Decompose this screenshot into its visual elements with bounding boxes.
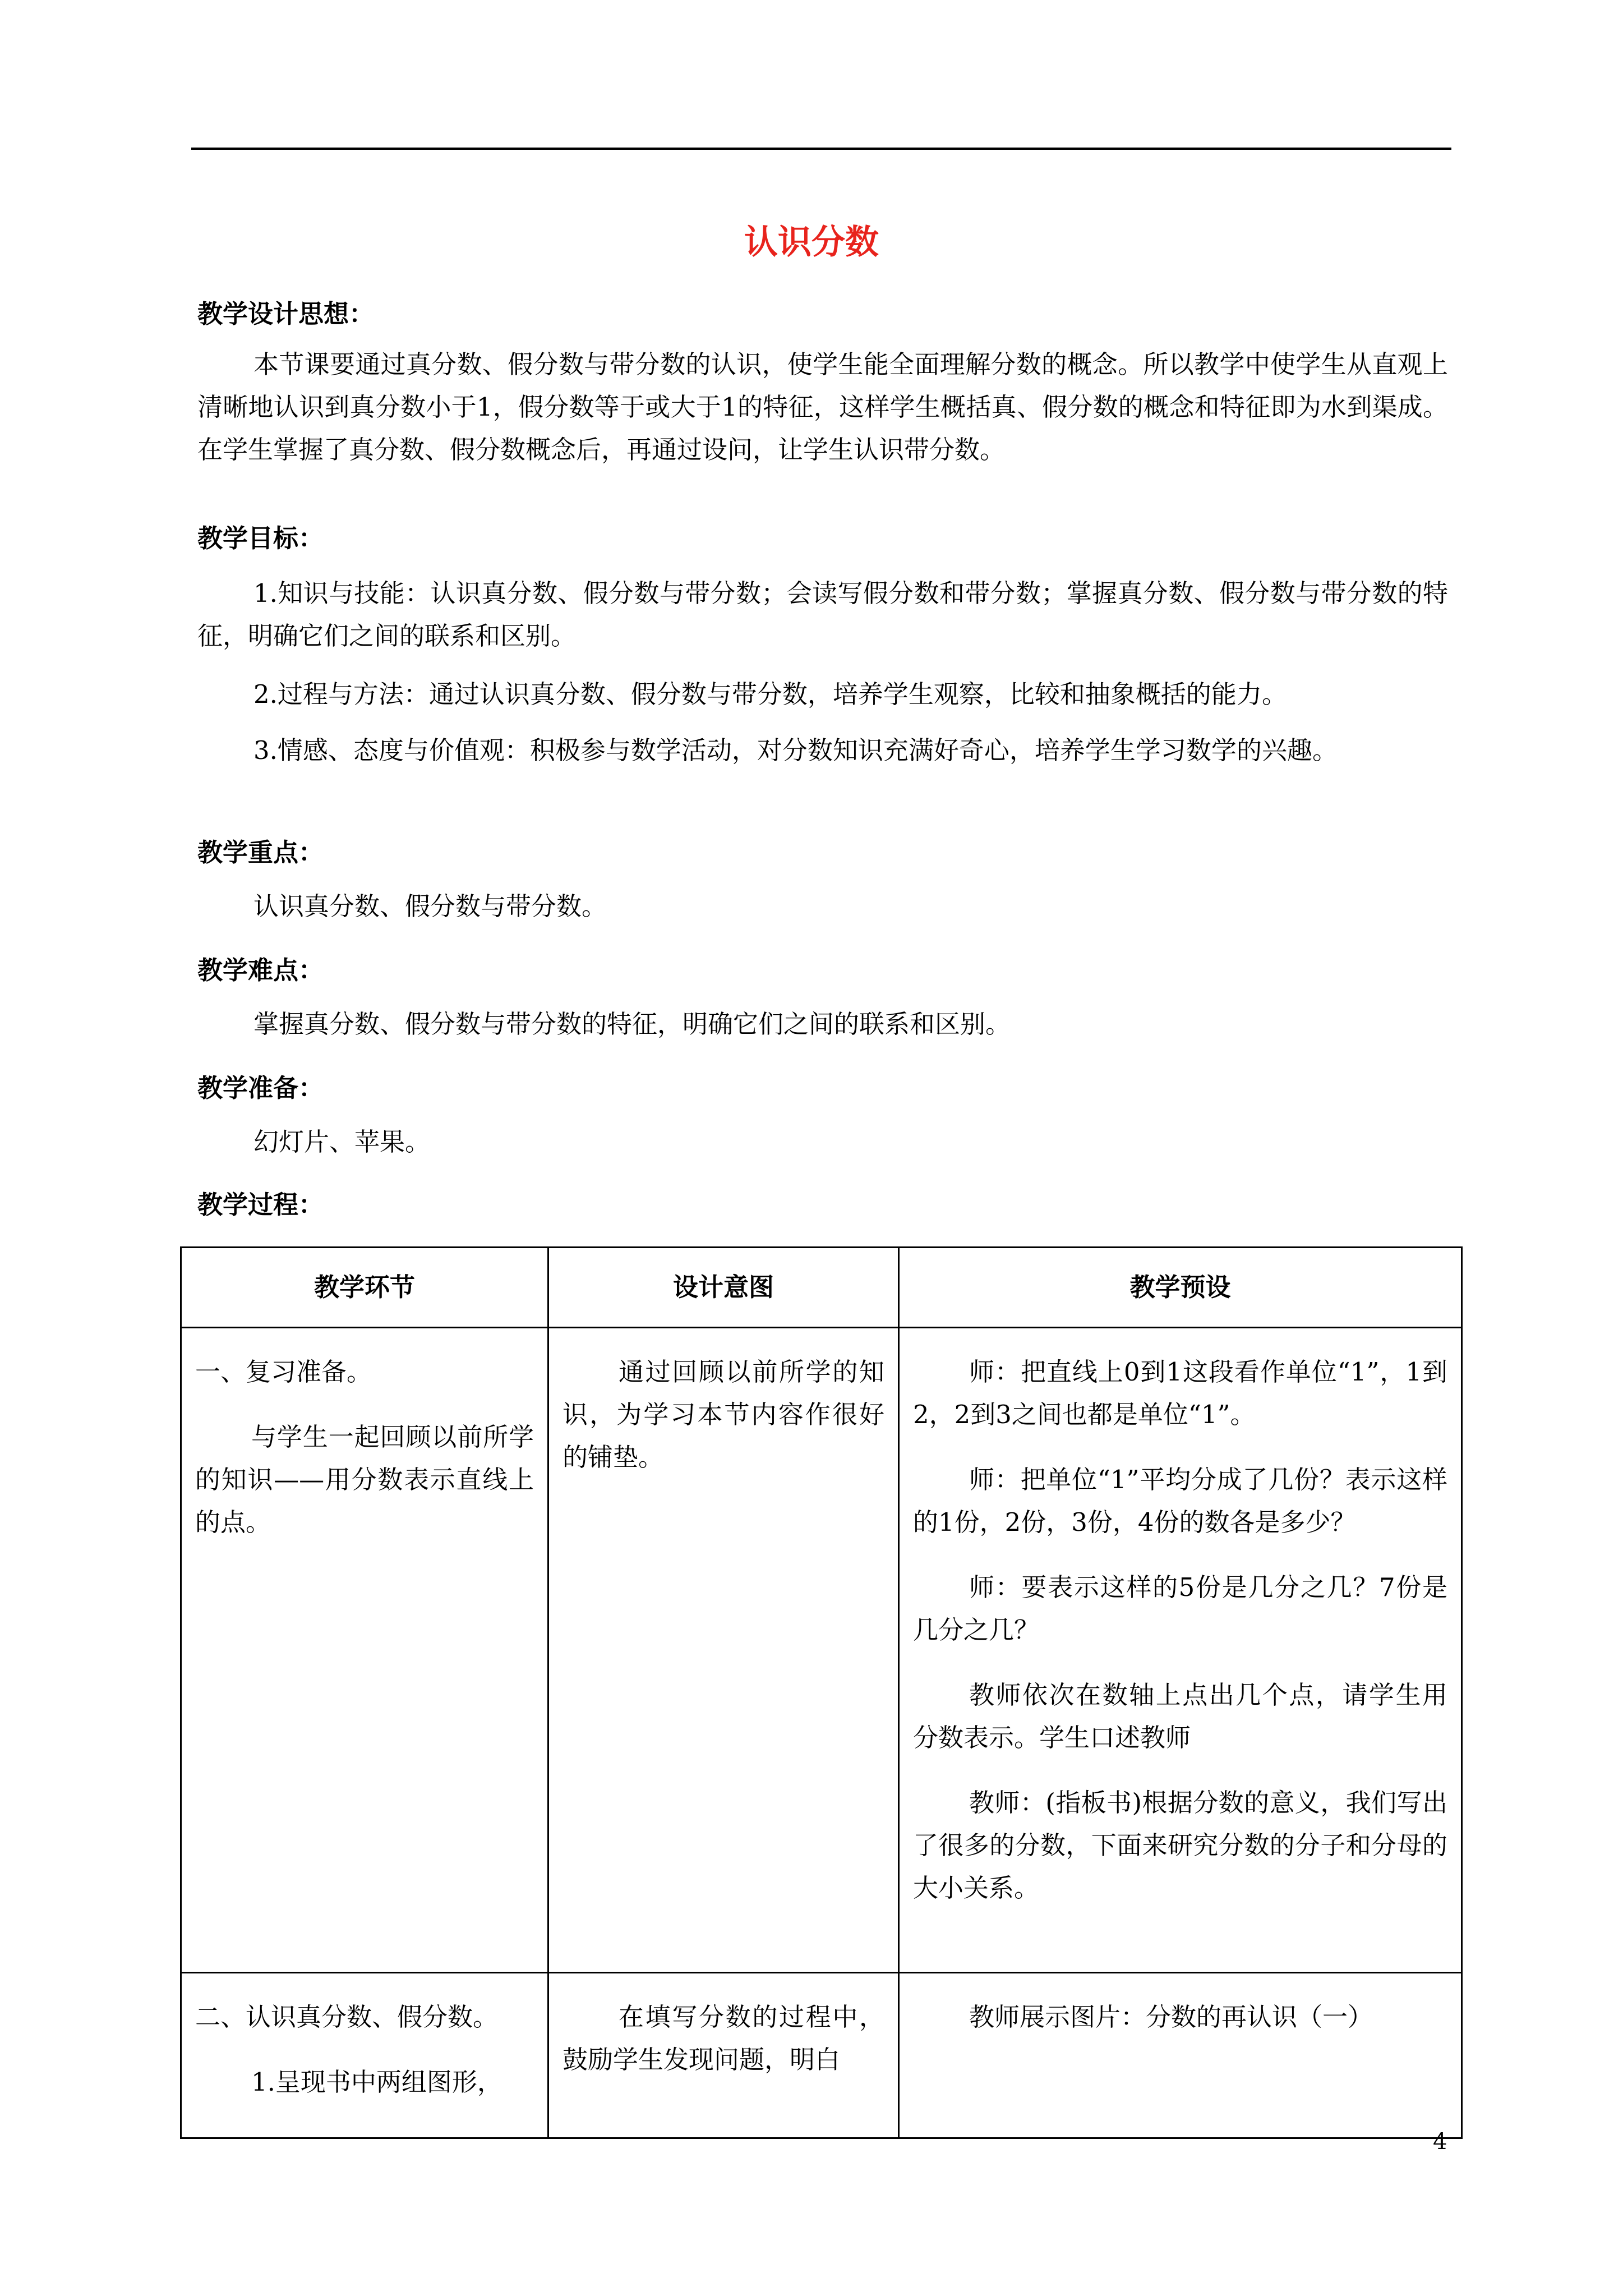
header-rule xyxy=(191,148,1451,150)
preparation-text: 幻灯片、苹果。 xyxy=(253,1127,431,1157)
plan-cell xyxy=(899,1328,1462,1973)
table-row xyxy=(181,1328,1462,1973)
stage-text: 1.呈现书中两组图形， xyxy=(251,2067,502,2097)
intent-text: 在填写分数的过程中，鼓励学生发现问题，明白 xyxy=(562,2002,884,2074)
heading-key-points: 教学重点： xyxy=(197,838,324,867)
objective-item-2: 2.过程与方法：通过认识真分数、假分数与带分数，培养学生观察，比较和抽象概括的能力。 xyxy=(253,679,1287,709)
table-header-row xyxy=(181,1248,1462,1328)
stage-cell xyxy=(181,1328,548,1973)
intent-text: 通过回顾以前所学的知识，为学习本节内容作很好的铺垫。 xyxy=(562,1357,884,1472)
header-intent: 设计意图 xyxy=(548,1248,899,1328)
heading-process: 教学过程： xyxy=(197,1190,324,1220)
plan-text: 教师展示图片：分数的再认识（一） xyxy=(969,2002,1373,2032)
design-thinking-text: 本节课要通过真分数、假分数与带分数的认识，使学生能全面理解分数的概念。所以教学中使学生从直观上清晰地认识到真分数小于1，假分数等于或大于1的特征，这样学生概括真、假分数的概念和特征即为水到渠成。在学生掌握了真分数、假分数概念后，再通过设问，让学生认识带分数。 xyxy=(197,349,1448,464)
heading-difficulties: 教学难点： xyxy=(197,955,324,985)
intent-cell xyxy=(548,1328,899,1973)
stage-title: 一、复习准备。 xyxy=(195,1357,372,1387)
stage-title: 二、认识真分数、假分数。 xyxy=(195,2002,499,2032)
table-row xyxy=(181,1973,1462,2138)
difficulties-text: 掌握真分数、假分数与带分数的特征，明确它们之间的联系和区别。 xyxy=(253,1009,1011,1039)
intent-cell xyxy=(548,1973,899,2138)
stage-text: 与学生一起回顾以前所学的知识——用分数表示直线上的点。 xyxy=(195,1422,534,1537)
header-plan: 教学预设 xyxy=(899,1248,1462,1328)
page-number: 4 xyxy=(1433,2129,1447,2155)
heading-preparation: 教学准备： xyxy=(197,1073,324,1103)
plan-text: 师：把直线上0到1这段看作单位“1”，1到2，2到3之间也都是单位“1”。 xyxy=(913,1357,1447,1429)
plan-text: 教师依次在数轴上点出几个点，请学生用分数表示。学生口述教师 xyxy=(913,1680,1447,1752)
heading-design-thinking: 教学设计思想： xyxy=(197,299,375,329)
page-title: 认识分数 xyxy=(744,223,879,262)
teaching-process-table xyxy=(180,1246,1463,2139)
heading-objectives: 教学目标： xyxy=(197,523,324,553)
plan-text: 师：要表示这样的5份是几分之几？7份是几分之几？ xyxy=(913,1572,1447,1645)
objective-item-1: 1.知识与技能：认识真分数、假分数与带分数；会读写假分数和带分数；掌握真分数、假分数与带分数的特征，明确它们之间的联系和区别。 xyxy=(197,578,1448,651)
plan-text: 师：把单位“1”平均分成了几份？表示这样的1份，2份，3份，4份的数各是多少？ xyxy=(913,1465,1447,1537)
plan-text: 教师：(指板书)根据分数的意义，我们写出了很多的分数，下面来研究分数的分子和分母的大小关系。 xyxy=(913,1788,1447,1903)
header-stage: 教学环节 xyxy=(181,1248,548,1328)
objective-item-3: 3.情感、态度与价值观：积极参与数学活动，对分数知识充满好奇心，培养学生学习数学的兴趣。 xyxy=(253,735,1338,765)
plan-cell xyxy=(899,1973,1462,2138)
key-points-text: 认识真分数、假分数与带分数。 xyxy=(253,891,607,921)
stage-cell xyxy=(181,1973,548,2138)
